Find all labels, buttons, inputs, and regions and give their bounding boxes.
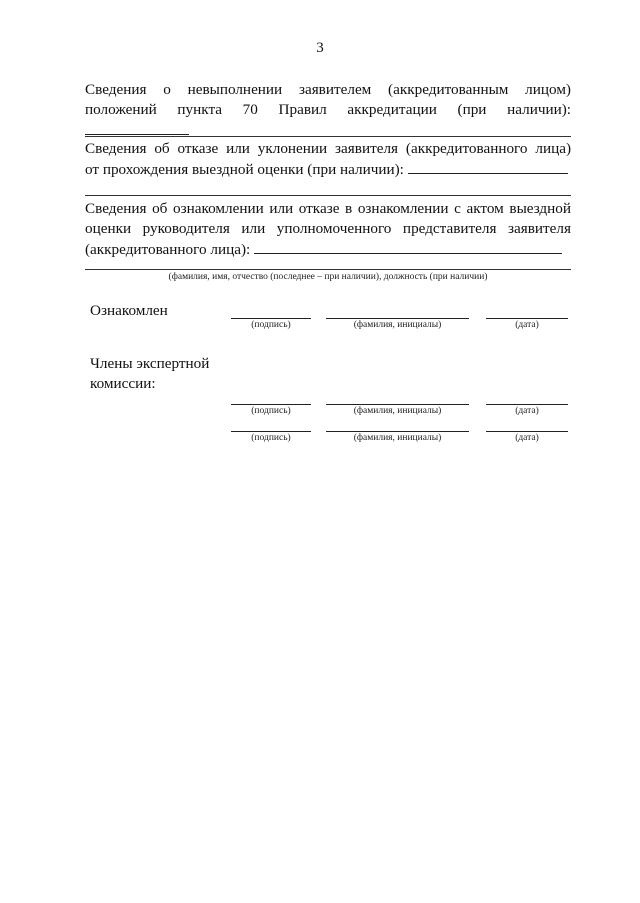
section-nonfulfillment-line1: Сведения о невыполнении заявителем (аккредитованным лицом) [85, 81, 571, 98]
acquainted-date-line[interactable] [486, 318, 568, 319]
section-refusal [85, 139, 571, 180]
section-nonfulfillment-line2: положений пункта 70 Правил аккредитации (при наличии): [85, 101, 571, 118]
commission-signature-line[interactable] [231, 431, 311, 432]
acquainted-name-line[interactable] [326, 318, 469, 319]
commission-label-line2: комиссии: [90, 375, 156, 392]
acquainted-date-caption: (дата) [515, 320, 539, 330]
section-familiarization-line3-row [85, 239, 571, 260]
refusal-extra-line[interactable] [85, 195, 571, 196]
section-refusal-line2-row [85, 159, 571, 180]
commission-date-caption: (дата) [515, 406, 539, 416]
commission-label-line1: Члены экспертной [90, 355, 210, 372]
section-refusal-line1: Сведения об отказе или уклонении заявителя (аккредитованного лица) [85, 140, 571, 157]
section-familiarization [85, 199, 571, 260]
section-familiarization-line3: (аккредитованного лица): [85, 241, 251, 258]
commission-date-caption: (дата) [515, 433, 539, 443]
commission-name-caption: (фамилия, инициалы) [353, 433, 442, 443]
representative-name-caption: (фамилия, имя, отчество (последнее – при наличии), должность (при наличии) [168, 272, 488, 282]
section-refusal-line2: от прохождения выездной оценки (при наличии): [85, 161, 404, 178]
commission-date-line[interactable] [486, 404, 568, 405]
page-number: 3 [316, 40, 324, 56]
section-familiarization-line2: оценки руководителя или уполномоченного представителя заявителя [85, 220, 571, 237]
commission-name-line[interactable] [326, 404, 469, 405]
acquainted-label: Ознакомлен [90, 302, 168, 319]
commission-signature-caption: (подпись) [251, 433, 291, 443]
commission-label [90, 354, 209, 394]
acquainted-name-caption: (фамилия, инициалы) [353, 320, 442, 330]
refusal-field[interactable] [408, 159, 568, 174]
section-nonfulfillment-line2-row [85, 100, 571, 141]
nonfulfillment-extra-line[interactable] [85, 136, 571, 137]
commission-name-line[interactable] [326, 431, 469, 432]
acquainted-signature-line[interactable] [231, 318, 311, 319]
section-nonfulfillment [85, 80, 571, 141]
commission-signature-caption: (подпись) [251, 406, 291, 416]
nonfulfillment-field[interactable] [85, 120, 189, 135]
commission-name-caption: (фамилия, инициалы) [353, 406, 442, 416]
acquainted-signature-caption: (подпись) [251, 320, 291, 330]
section-familiarization-line1: Сведения об ознакомлении или отказе в ознакомлении с актом выездной [85, 200, 571, 217]
commission-signature-line[interactable] [231, 404, 311, 405]
familiarization-field[interactable] [254, 239, 562, 254]
representative-name-line[interactable] [85, 269, 571, 270]
commission-date-line[interactable] [486, 431, 568, 432]
